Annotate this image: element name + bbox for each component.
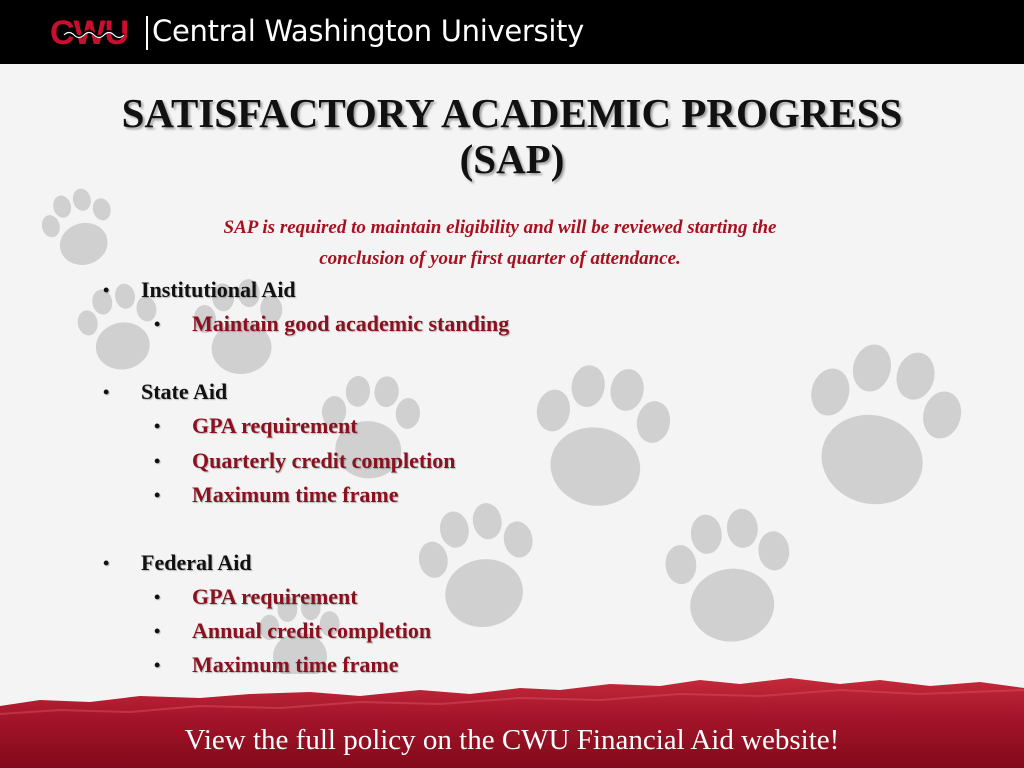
intro-line-2: conclusion of your first quarter of attendance.	[319, 248, 681, 269]
bullet-dot-icon: •	[103, 280, 110, 300]
logo-divider	[146, 16, 148, 50]
university-name: Central Washington University	[152, 14, 585, 48]
paw-print-icon	[661, 505, 797, 647]
list-item-label: Maximum time frame	[192, 652, 399, 677]
list-item	[154, 482, 399, 508]
intro-text	[100, 212, 900, 274]
list-item	[154, 448, 456, 474]
section-heading-label: State Aid	[141, 379, 228, 404]
list-item-label: Maintain good academic standing	[192, 311, 510, 336]
list-item-label: GPA requirement	[192, 584, 358, 609]
bullet-dot-icon: •	[103, 382, 110, 402]
bullet-dot-icon: •	[103, 553, 110, 573]
paw-print-icon	[522, 354, 678, 516]
footer-link-text: View the full policy on the CWU Financial Aid website!	[184, 724, 840, 756]
paw-print-icon	[787, 328, 975, 522]
section-heading-federal-aid	[103, 550, 252, 576]
section-heading-state-aid	[103, 379, 228, 405]
list-item	[154, 584, 358, 610]
bullet-dot-icon: •	[154, 485, 161, 505]
header-bar	[0, 0, 1024, 64]
slide-title	[0, 90, 1024, 182]
intro-line-1: SAP is required to maintain eligibility and will be reviewed starting the	[223, 217, 777, 238]
section-heading-label: Federal Aid	[141, 550, 252, 575]
section-heading-institutional-aid	[103, 277, 296, 303]
section-heading-label: Institutional Aid	[141, 277, 296, 302]
cwu-logo	[50, 12, 146, 52]
list-item	[154, 618, 432, 644]
list-item-label: Annual credit completion	[192, 618, 432, 643]
list-item-label: GPA requirement	[192, 413, 358, 438]
paw-print-icon	[411, 496, 546, 636]
bullet-dot-icon: •	[154, 451, 161, 471]
title-line-1: SATISFACTORY ACADEMIC PROGRESS	[121, 90, 903, 136]
list-item	[154, 311, 510, 337]
bullet-dot-icon: •	[154, 655, 161, 675]
list-item-label: Quarterly credit completion	[192, 448, 456, 473]
bullet-dot-icon: •	[154, 621, 161, 641]
title-line-2: (SAP)	[459, 136, 565, 182]
bullet-dot-icon: •	[154, 314, 161, 334]
bullet-dot-icon: •	[154, 587, 161, 607]
bullet-dot-icon: •	[154, 416, 161, 436]
list-item	[154, 413, 358, 439]
svg-text:CWU: CWU	[50, 14, 129, 52]
list-item-label: Maximum time frame	[192, 482, 399, 507]
